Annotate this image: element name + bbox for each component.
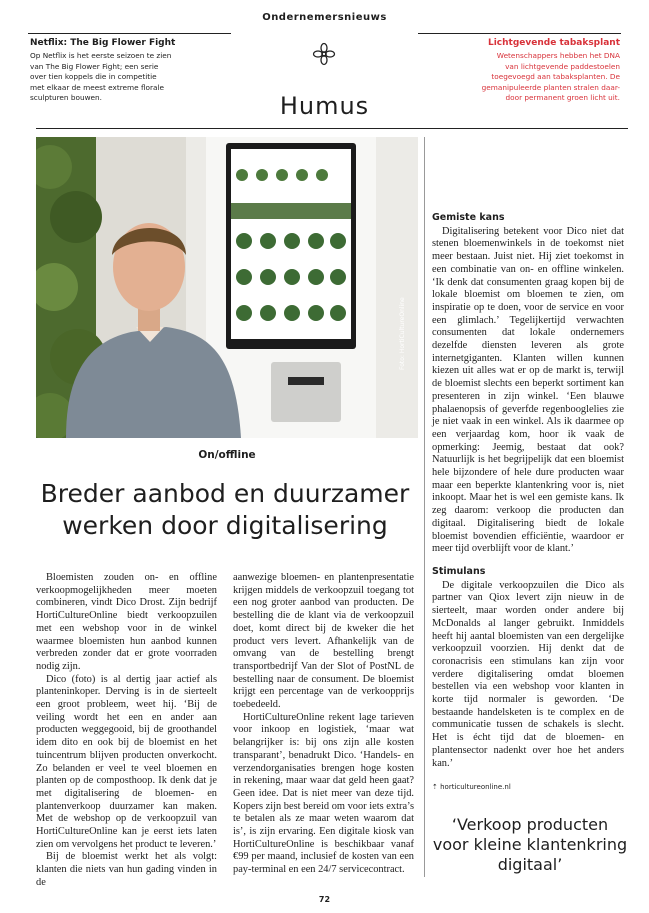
article-column-3 bbox=[432, 212, 624, 770]
pull-quote: ‘Verkoop producten voor kleine klantenkring digitaal’ bbox=[432, 815, 628, 874]
body-paragraph: HortiCultureOnline rekent lage tarieven voor inkoop en logistiek, ‘maar wat belangrijker is: bij ons zijn alle kosten transparant’, benadrukt Dico. ‘Handels- en verzendorganisaties brengen hoge kosten in rekening, maar waar dat geld heen gaat? Geen idee. Dat is niet meer van deze tijd. Kopers zijn best bereid om voor iets extra’s te betalen als ze maar weten waarom dat is’, is zijn ervaring. Een digitale kiosk van HortiCultureOnline is beschikbaar vanaf €99 per maand, inclusief de kosten van een pay-terminal en een 24/7 servicecontract. bbox=[233, 711, 414, 876]
source-url: horticultureonline.nl bbox=[440, 783, 511, 791]
subheading-stimulans: Stimulans bbox=[432, 565, 486, 577]
photo-illustration bbox=[36, 137, 418, 438]
netflix-box-line: van The Big Flower Fight; een serie bbox=[30, 61, 159, 71]
netflix-box-title: Netflix: The Big Flower Fight bbox=[30, 38, 176, 48]
arrow-icon: ⇡ bbox=[432, 783, 441, 791]
article-column-2 bbox=[233, 572, 414, 877]
netflix-box-line: over tien koppels die in competitie bbox=[30, 72, 157, 81]
header-rule-left bbox=[28, 33, 231, 34]
body-paragraph: Bij de bloemist werkt het als volgt: klanten die niets van hun gading vinden in de bbox=[36, 851, 217, 888]
body-paragraph: aanwezige bloemen- en plantenpresentatie krijgen middels de verkoopzuil toegang tot een nog groter aanbod van producten. De bestelling die de klant via de verkoopzuil doet, komt direct bij de kweker die het product vers levert. Afhankelijk van de omvang van de bestelling brengt transportbedrijf Van der Slot of PostNL de bestelling naar de consument. De bloemist krijgt een percentage van de verkoopprijs toebedeeld. bbox=[233, 572, 414, 711]
headline-line: werken door digitalisering bbox=[62, 511, 388, 540]
source-link[interactable] bbox=[432, 783, 511, 791]
body-paragraph: De digitale verkoopzuilen die Dico als partner van Qiox levert zijn nieuw in de sierteelt, maar worden onder andere bij McDonalds al langer gebruikt. Inmiddels heeft hij aantal bloemisten van een dergelijke verkoopzuil voorzien. Hij denkt dat de coronacrisis een stimulans kan zijn voor verdere digitalisering omdat bloemen bestellen via een webshop voor klanten in korte tijd normaler is geworden. ‘De bestaande handelsketen is te complex en de communicatie tussen de schakels is slecht. Het is écht tijd dat de bloemen- en plantensector nadenkt over hoe het anders kan.’ bbox=[432, 579, 624, 769]
page-number: 72 bbox=[318, 895, 331, 904]
tabaksplant-box-line: door permanent groen licht uit. bbox=[505, 93, 620, 102]
article-headline bbox=[20, 478, 430, 542]
netflix-box-line: sculpturen bouwen. bbox=[30, 93, 102, 102]
headline-line: Breder aanbod en duurzamer bbox=[40, 479, 410, 508]
subheading-gemiste-kans: Gemiste kans bbox=[432, 212, 505, 223]
netflix-box-line: Op Netflix is het eerste seizoen te zien bbox=[30, 51, 172, 60]
column-title: Humus bbox=[279, 92, 370, 120]
flower-ornament-icon bbox=[312, 42, 336, 66]
article-column-1 bbox=[36, 572, 217, 890]
photo-credit: Foto: HortiCultureOnline bbox=[399, 297, 406, 370]
section-label: Ondernemersnieuws bbox=[262, 12, 387, 23]
header-rule-right bbox=[418, 33, 621, 34]
body-paragraph: Dico (foto) is al dertig jaar actief als planteninkoper. Derving is in de sierteelt een groot probleem, weet hij. ‘Bij de veiling wordt het een en ander aan producten weggegooid, bij de groothandel idem dito en ook bij de bloemist en het tuincentrum blijven producten onverkocht. Zo belanden er veel te veel bloemen en planten op de composthoop. Ik denk dat je met digitalisering de bloemen- en plantenverkoop duurzamer kan maken. Met de webshop op de verkoopzuil van HortiCultureOnline kan je eerst iets laten zien om vervolgens het product te leveren.’ bbox=[36, 673, 217, 850]
article-photo bbox=[36, 137, 418, 438]
article-kicker: On/offline bbox=[198, 449, 256, 461]
body-paragraph: Bloemisten zouden on- en offline verkoopmogelijkheden meer moeten combineren, vindt Dico Drost. Zijn bedrijf HortiCultureOnline biedt verkoopzuilen met een webshop voor in de winkel waarmee bloemisten hun aanbod kunnen verbreden zonder dat er grote voorraden nodig zijn. bbox=[36, 572, 217, 672]
tabaksplant-box-title: Lichtgevende tabaksplant bbox=[487, 38, 620, 48]
body-paragraph: Digitalisering betekent voor Dico niet dat stenen bloemenwinkels in de toekomst niet meer bestaan. Juist niet. Hij ziet toekomst in een combinatie van on- en offline winkelen. ‘Ik denk dat consumenten graag kopen bij de lokale bloemist om bloemen te zien, om inspiratie op te doen, voor de service en voor een glimlach.’ Tegelijkertijd verwachten consumenten dat lokale ondernemers dezelfde diensten leveren als grote internetgiganten. Klanten willen kunnen kiezen uit alles wat er op de markt is, terwijl de bloemist slechts een beperkt sortiment kan presenteren in zijn winkel. ‘Een blauwe phalaenopsis of geverfde regenbooglelies zie je niet vaak in een winkel. Als ik daarmee op een verjaardag kom, hoor ik vaak de opmerking: Jeemig, bestaat dat ook? Natuurlijk is het begrijpelijk dat een bloemist hele bijzondere of hele dure producten waar maar een beperkte klantenkring voor is, niet inkoopt. Maar het is wel een gemiste kans. Ik zeg daarom: verkoop die producten dan digitaal. Digitalisering biedt de lokale bloemist bovendien efficiëntie, waardoor er meer tijd overblijft voor de klant.’ bbox=[432, 225, 624, 555]
netflix-box-line: met elkaar de meest extreme florale bbox=[30, 82, 164, 92]
tabaksplant-box-line: toegevoegd aan tabaksplanten. De bbox=[491, 72, 620, 81]
tabaksplant-box-line: Wetenschappers hebben het DNA bbox=[496, 51, 620, 60]
tabaksplant-box-line: gemanipuleerde planten stralen daar- bbox=[481, 82, 620, 92]
tabaksplant-box-line: van lichtgevende paddestoelen bbox=[505, 61, 620, 71]
column-title-rule bbox=[36, 128, 628, 129]
